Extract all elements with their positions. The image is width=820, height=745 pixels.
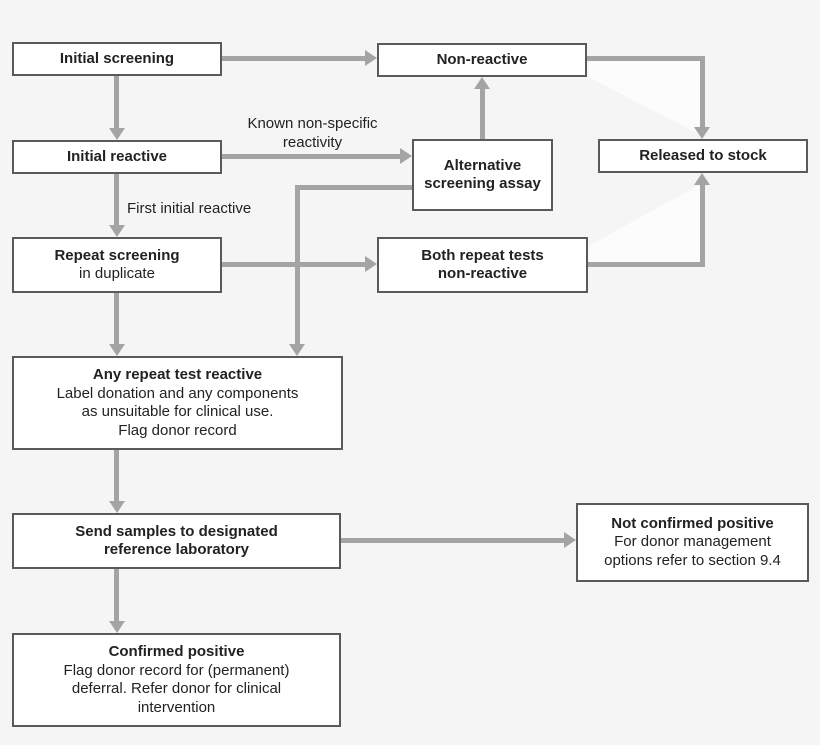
node-send-samples-reference-laboratory [12, 513, 341, 569]
node-body-line: Label donation and any components [56, 384, 299, 402]
arrowhead-down [694, 127, 710, 139]
arrow-shaft [114, 174, 119, 225]
node-initial-screening [12, 42, 222, 76]
arrowhead-down [289, 344, 305, 356]
node-title-line2: screening assay [424, 175, 541, 192]
arrowhead-down [109, 225, 125, 237]
arrow-shaft [222, 56, 367, 61]
arrow-shaft [341, 538, 566, 543]
node-title: Repeat screening [54, 246, 180, 264]
node-body-line: options refer to section 9.4 [604, 551, 781, 569]
arrow-shaft-horizontal [588, 262, 705, 267]
node-title: Both repeat tests [421, 246, 544, 264]
arrow-shaft [480, 88, 485, 139]
node-body-line: Flag donor record for (permanent) [63, 661, 290, 679]
edge-label-known-non-specific-reactivity: Known non-specific reactivity [247, 115, 378, 151]
arrow-shaft [114, 76, 119, 128]
arrow-shaft [222, 262, 367, 267]
arrowhead-down [109, 128, 125, 140]
background-wedge-upper [589, 61, 701, 135]
arrowhead-down [109, 501, 125, 513]
node-body-line: deferral. Refer donor for clinical [71, 680, 282, 697]
arrowhead-down [109, 344, 125, 356]
node-body-line: For donor management [614, 533, 771, 551]
arrow-shaft-vertical [700, 56, 705, 128]
node-title-line2: reference laboratory [103, 541, 250, 558]
arrow-shaft-horizontal [587, 56, 705, 61]
node-repeat-screening [12, 237, 222, 293]
node-title: Released to stock [639, 146, 767, 164]
node-title: Non-reactive [436, 50, 528, 68]
node-released-to-stock [598, 139, 808, 173]
node-body-line: as unsuitable for clinical use. [81, 403, 274, 420]
arrow-shaft [114, 293, 119, 344]
node-title-line2: non-reactive [437, 265, 528, 282]
node-title: Not confirmed positive [611, 514, 774, 532]
node-title: Initial reactive [66, 147, 168, 165]
arrow-shaft [114, 569, 119, 621]
arrow-shaft-vertical [700, 184, 705, 267]
node-body-line: in duplicate [79, 265, 155, 282]
arrow-shaft [114, 450, 119, 501]
node-alternative-screening-assay [412, 139, 553, 211]
arrowhead-right [564, 532, 576, 548]
node-any-repeat-test-reactive [12, 356, 343, 450]
background-wedge-lower [589, 184, 701, 263]
arrow-shaft [222, 154, 402, 159]
node-non-reactive [377, 43, 587, 77]
edge-label-first-initial-reactive: First initial reactive [127, 200, 252, 217]
node-body-line: intervention [137, 698, 216, 716]
node-title: Alternative [443, 156, 522, 174]
node-not-confirmed-positive [576, 503, 809, 582]
arrowhead-up [694, 173, 710, 185]
arrowhead-right [365, 256, 377, 272]
arrow-shaft-horizontal [295, 185, 412, 190]
arrowhead-right [400, 148, 412, 164]
node-initial-reactive [12, 140, 222, 174]
node-both-repeat-tests-non-reactive [377, 237, 588, 293]
node-title: Send samples to designated [75, 522, 278, 540]
arrowhead-down [109, 621, 125, 633]
node-title: Any repeat test reactive [92, 366, 263, 383]
node-title: Confirmed positive [108, 643, 245, 660]
node-confirmed-positive [12, 633, 341, 727]
node-body-line: Flag donor record [118, 421, 237, 439]
arrowhead-right [365, 50, 377, 66]
node-title: Initial screening [59, 49, 175, 67]
